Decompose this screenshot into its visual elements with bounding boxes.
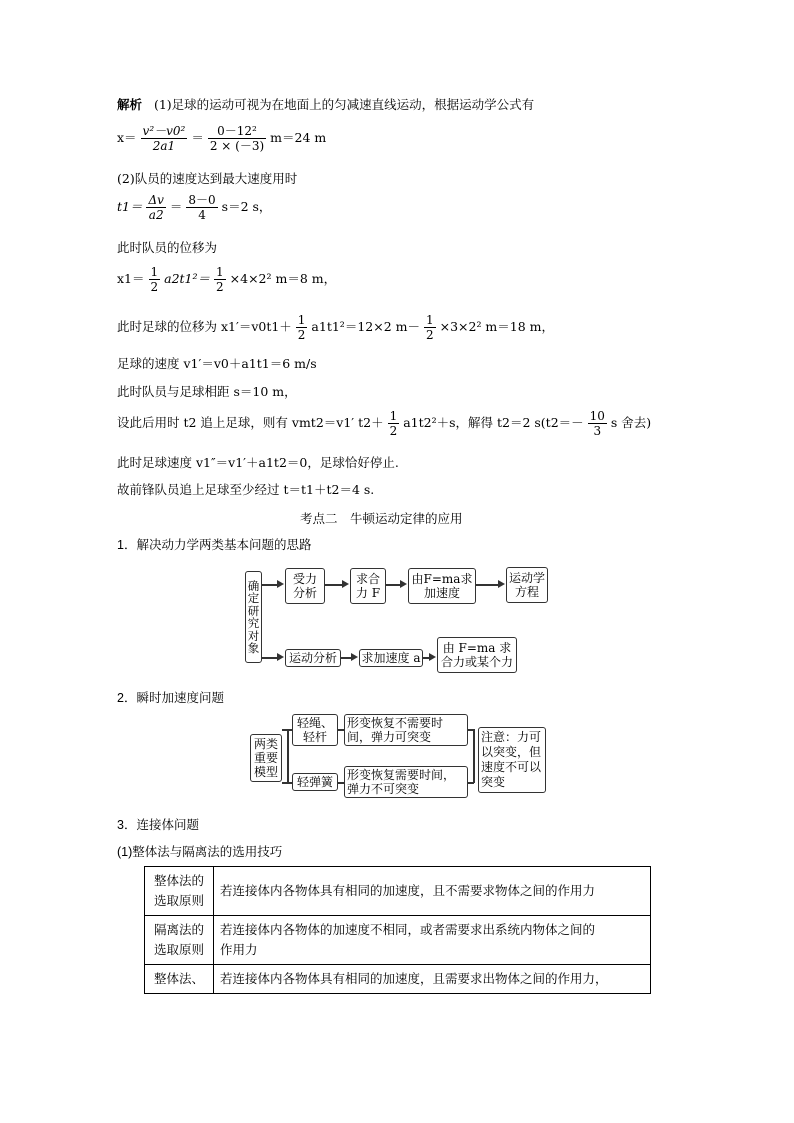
frac-num: 10	[589, 409, 605, 423]
fraction	[141, 124, 188, 153]
heading-1: 1．解决动力学两类基本问题的思路	[117, 538, 312, 552]
flow2-note-label: 注意：力可以突变，但速度不可以突变	[481, 730, 542, 789]
frac-num: 1	[216, 265, 224, 279]
flow2-root-label: 两类重要模型	[253, 737, 278, 779]
table-row	[145, 916, 651, 965]
flow2-note	[478, 727, 546, 793]
flow2-branch2-desc	[344, 766, 468, 798]
connector	[325, 584, 342, 586]
table-value-cell	[214, 867, 651, 916]
flow1-top-label: 求合力 F	[355, 572, 381, 600]
flow2-branch-label: 轻绳、轻杆	[296, 716, 333, 744]
flow1-bottom-1	[285, 649, 341, 667]
flow1-top-3	[408, 568, 476, 604]
frac-den: 2	[150, 280, 159, 294]
fraction	[588, 409, 607, 438]
method-table	[144, 866, 651, 994]
fraction	[208, 124, 266, 153]
connector	[262, 657, 277, 659]
frac-den: 2a1	[152, 139, 176, 153]
table-key-cell	[145, 965, 214, 994]
arrow-icon	[277, 580, 284, 588]
flow2-root	[250, 734, 282, 782]
connector	[476, 584, 498, 586]
flow2-branch2	[292, 773, 338, 791]
frac-den: 3	[593, 424, 602, 438]
flow1-top-1	[285, 568, 325, 604]
table-key-cell	[145, 916, 214, 965]
table-key-cell	[145, 867, 214, 916]
heading-2: 2．瞬时加速度问题	[117, 691, 224, 705]
equation-x1	[117, 265, 336, 294]
frac-den: 2	[389, 424, 398, 438]
key-line: 整体法的	[153, 873, 204, 888]
key-line: 选取原则	[153, 893, 204, 908]
flow2-branch1	[292, 714, 338, 746]
value-line: 作用力	[220, 942, 258, 957]
flow1-top-2	[350, 568, 386, 604]
frac-num: Δv	[148, 193, 164, 207]
section-title: 考点二 牛顿运动定律的应用	[300, 512, 463, 526]
eq-part: ×3×2² m＝18 m，	[439, 319, 555, 334]
eq-lhs: x＝	[117, 130, 137, 145]
value-line: 若连接体内各物体具有相同的加速度，且不需要求物体之间的作用力	[220, 883, 596, 898]
flow1-bottom-2	[359, 649, 423, 667]
key-line: 隔离法的	[153, 922, 204, 937]
frac-num: 1	[425, 313, 434, 327]
eq-tail: ×4×2² m＝8 m，	[229, 271, 337, 286]
frac-num: 1	[150, 265, 159, 279]
eq-part: 此时足球的位移为 x1′＝v0t1＋	[117, 319, 292, 334]
flow1-bottom-label: 由 F=ma 求合力或某个力	[440, 641, 513, 669]
connector	[473, 729, 475, 783]
heading-3: 3．连接体问题	[117, 818, 199, 832]
frac-num: 8－0	[188, 193, 216, 207]
arrow-icon	[429, 653, 436, 661]
fraction	[186, 193, 217, 222]
arrow-icon	[400, 580, 407, 588]
eq-part: a1t1²＝12×2 m－	[311, 319, 420, 334]
flow1-start-box	[245, 571, 262, 663]
eq-lhs: x1＝	[117, 271, 145, 286]
equation-ball-displacement	[117, 313, 554, 342]
flow1-top-4	[506, 567, 548, 603]
value-line: 若连接体内各物体的加速度不相同，或者需要求出系统内物体之间的	[220, 922, 596, 937]
fraction-half	[214, 265, 226, 294]
connector	[262, 584, 277, 586]
eq-part: a1t2²＋s，解得 t2＝2 s(t2＝－	[403, 415, 584, 430]
fraction-half	[296, 313, 308, 342]
frac-den: 2	[425, 328, 434, 342]
table-row	[145, 965, 651, 994]
eq-part: s 舍去)	[610, 415, 652, 430]
equation-catch-up	[117, 409, 651, 438]
flow2-desc-label: 形变恢复不需要时间，弹力可突变	[347, 716, 444, 744]
frac-den: 2 × (－3)	[209, 139, 265, 153]
frac-den: 4	[198, 208, 206, 222]
table-value-cell	[214, 965, 651, 994]
solution-line-5: 此时队员的位移为	[117, 240, 218, 255]
solution-line-9: 此时队员与足球相距 s＝10 m，	[117, 384, 297, 399]
frac-num: 1	[389, 409, 398, 423]
key-line: 选取原则	[153, 942, 204, 957]
fraction-half	[388, 409, 400, 438]
eq-sign: ＝	[169, 199, 183, 214]
eq-sign: ＝	[191, 130, 204, 145]
solution-line-1	[117, 97, 534, 113]
arrow-icon	[342, 580, 349, 588]
flow1-top-label: 受力分析	[292, 572, 317, 600]
eq-tail: m＝24 m	[270, 130, 327, 145]
arrow-icon	[498, 580, 505, 588]
solution-label: 解析	[117, 98, 143, 112]
fraction-half	[424, 313, 436, 342]
eq-tail: s＝2 s，	[221, 199, 272, 214]
frac-den: 2	[297, 328, 306, 342]
flow2-branch1-desc	[344, 714, 468, 746]
solution-line-12: 故前锋队员追上足球至少经过 t＝t1＋t2＝4 s.	[117, 482, 375, 497]
solution-text: (1)足球的运动可视为在地面上的匀减速直线运动，根据运动学公式有	[153, 97, 535, 112]
table-row	[145, 867, 651, 916]
eq-part: 设此后用时 t2 追上足球，则有 vmt2＝v1′ t2＋	[117, 415, 384, 430]
eq-lhs: t1＝	[117, 199, 143, 214]
eq-mid: a2t1²＝	[164, 271, 211, 286]
flow1-bottom-label: 求加速度 a	[361, 651, 421, 665]
solution-line-3: (2)队员的速度达到最大速度用时	[117, 171, 298, 186]
heading-3-sub: (1)整体法与隔离法的选用技巧	[117, 845, 283, 859]
flow1-top-label: 由F=ma求加速度	[411, 572, 473, 600]
fraction-half	[149, 265, 161, 294]
arrow-icon	[277, 653, 284, 661]
frac-den: a2	[148, 208, 164, 222]
flow1-bottom-3	[437, 637, 517, 673]
fraction	[146, 193, 165, 222]
frac-num: 1	[297, 313, 306, 327]
flow1-bottom-label: 运动分析	[288, 651, 337, 665]
flow1-start-label: 确定研究对象	[247, 578, 260, 655]
connector	[341, 657, 351, 659]
equation-x	[117, 124, 326, 153]
connector	[386, 584, 400, 586]
equation-t1	[117, 193, 271, 222]
flow2-desc-label: 形变恢复需要时间，弹力不可突变	[347, 768, 456, 796]
frac-num: 0－12²	[208, 124, 266, 139]
value-line: 若连接体内各物体具有相同的加速度，且需要求出物体之间的作用力，	[220, 971, 608, 986]
solution-line-8: 足球的速度 v1′＝v0＋a1t1＝6 m/s	[117, 356, 317, 371]
solution-line-11: 此时足球速度 v1″＝v1′＋a1t2＝0，足球恰好停止.	[117, 455, 399, 470]
connector	[287, 729, 289, 783]
frac-num: v²－v0²	[142, 124, 186, 138]
arrow-icon	[351, 653, 358, 661]
flow1-top-label: 运动学方程	[508, 571, 545, 599]
flow2-branch-label: 轻弹簧	[296, 775, 333, 789]
frac-den: 2	[216, 280, 224, 294]
table-value-cell	[214, 916, 651, 965]
key-line: 整体法、	[153, 971, 204, 986]
